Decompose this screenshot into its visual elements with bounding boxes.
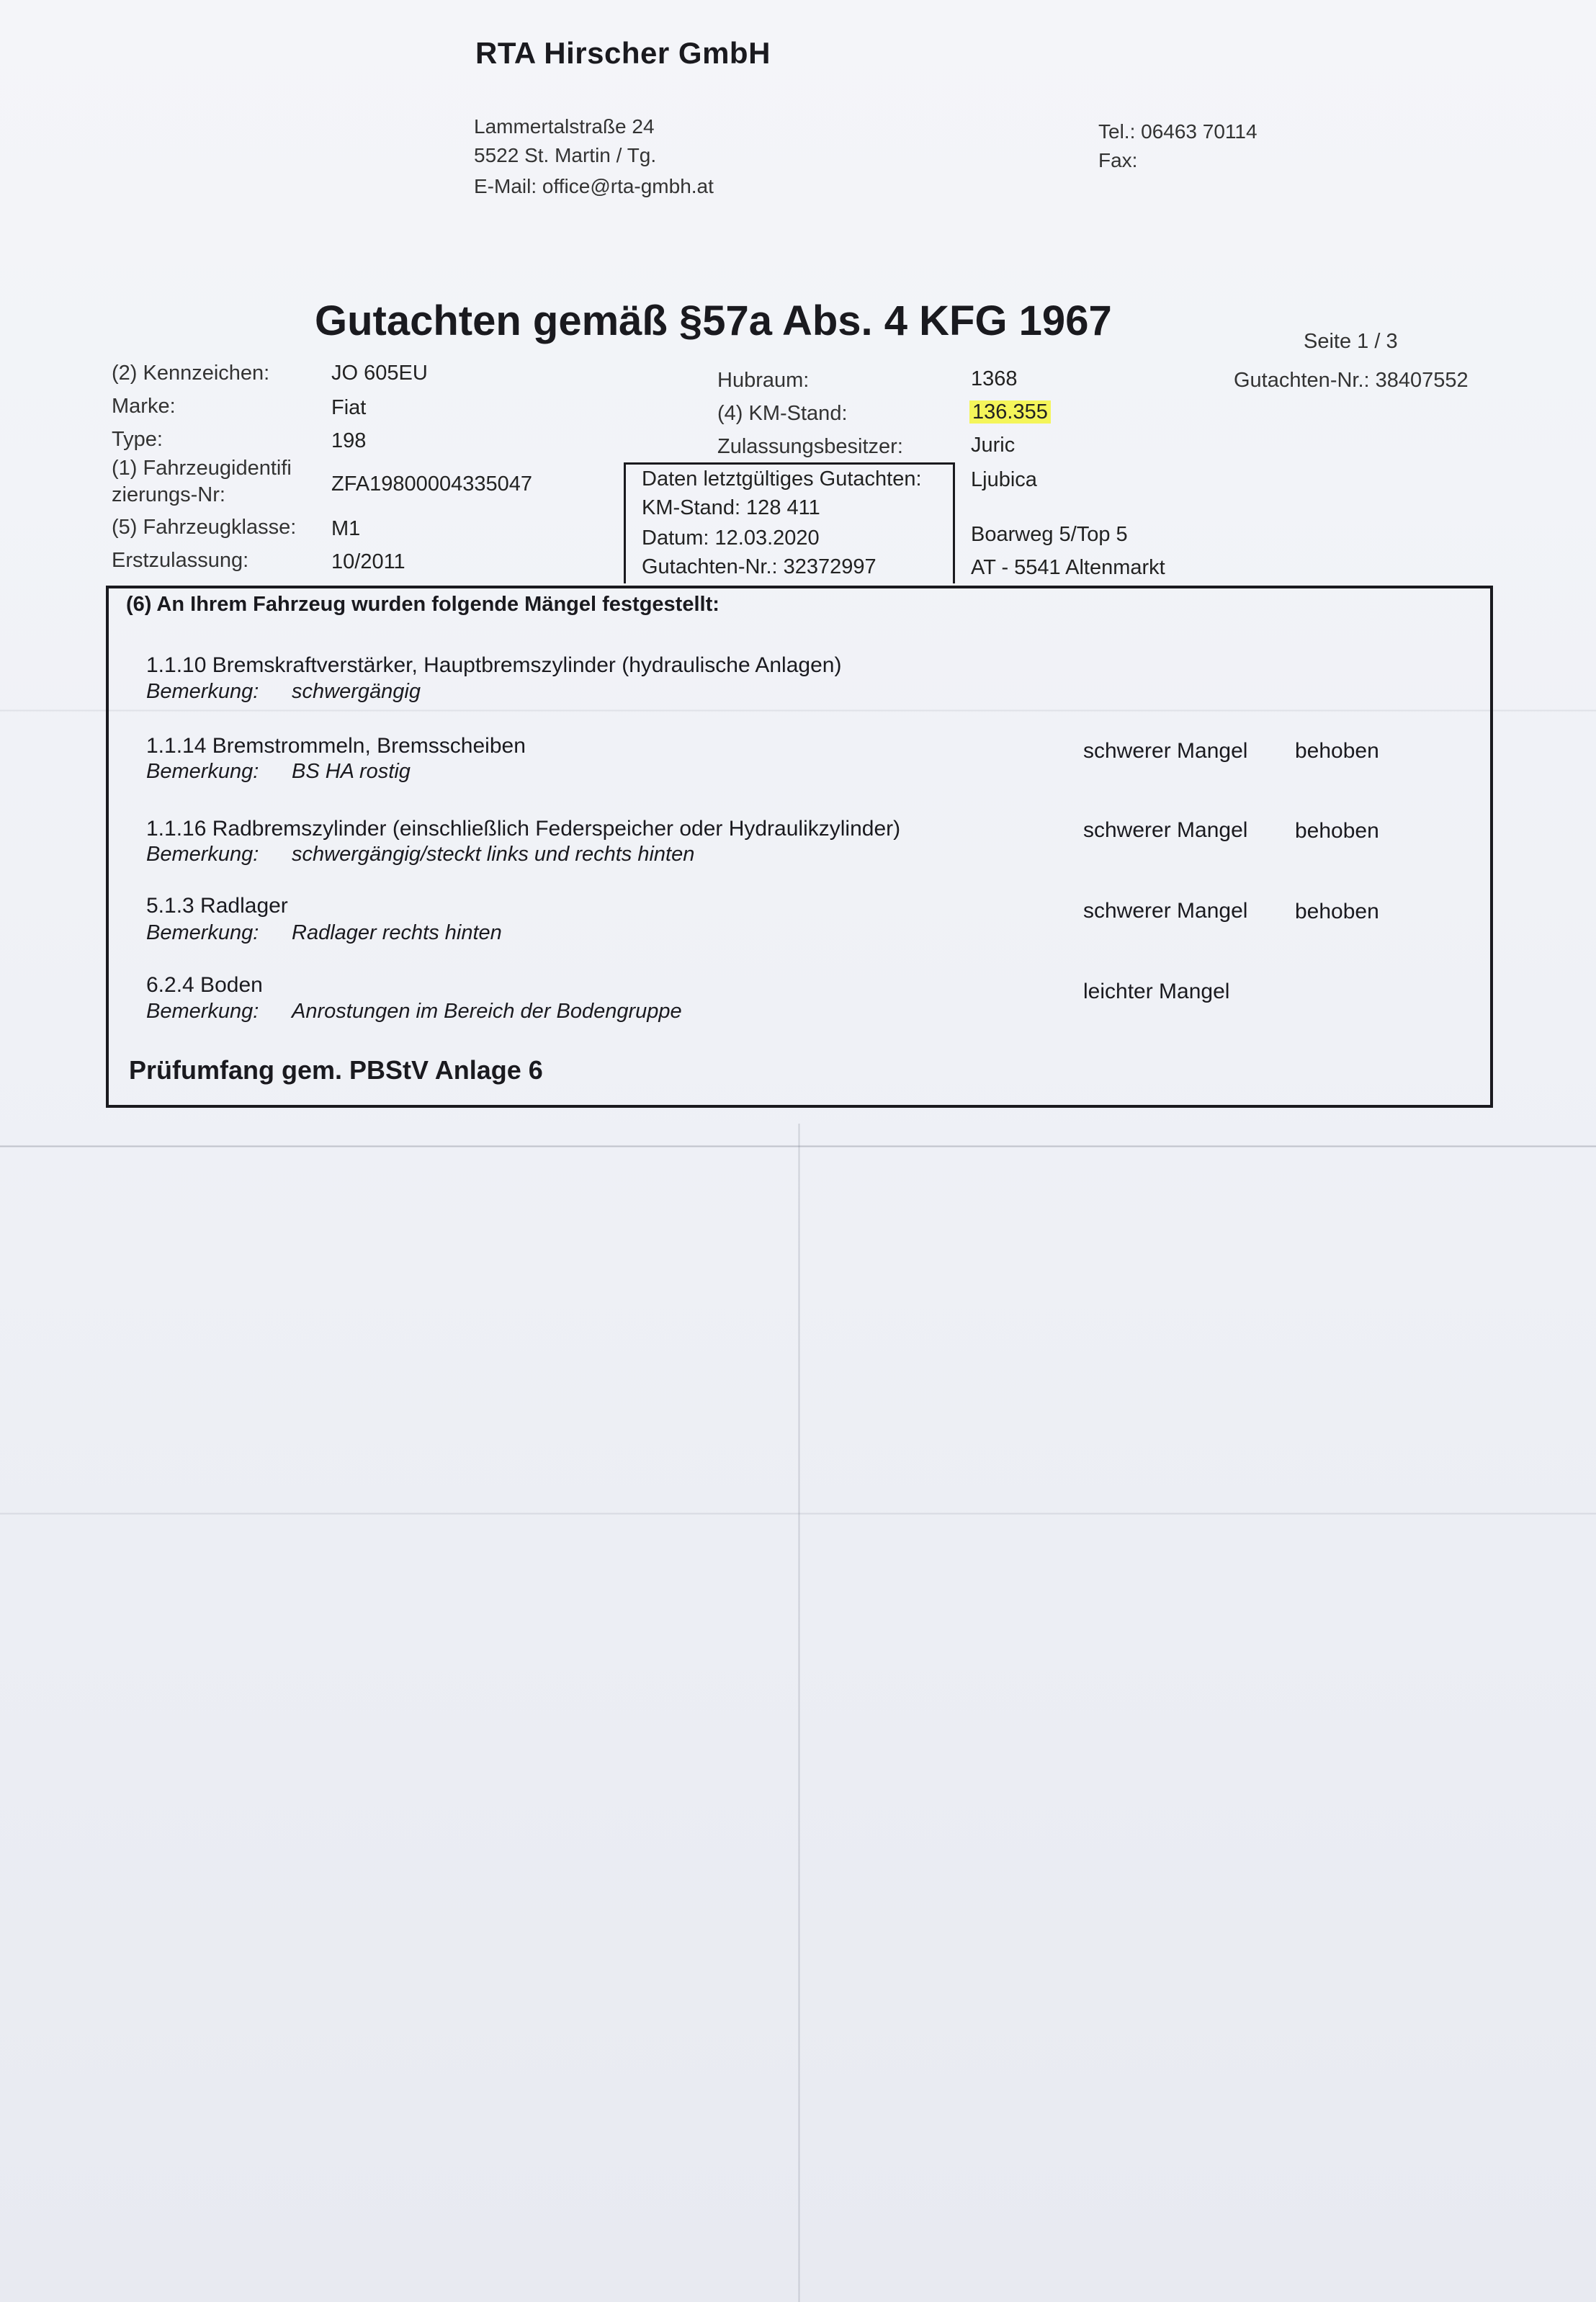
previous-km: KM-Stand: 128 411: [642, 496, 820, 519]
company-city: 5522 St. Martin / Tg.: [474, 144, 657, 166]
previous-report-heading: Daten letztgültiges Gutachten:: [642, 467, 922, 491]
hubraum-value: 1368: [971, 367, 1018, 390]
marke-value: Fiat: [331, 396, 367, 419]
document-title: Gutachten gemäß §57a Abs. 4 KFG 1967: [315, 297, 1112, 344]
report-number: Gutachten-Nr.: 38407552: [1234, 369, 1469, 392]
defect-remark: [146, 680, 421, 704]
marke-label: Marke:: [112, 395, 176, 418]
fin-label-line2: zierungs-Nr:: [112, 483, 225, 506]
company-street: Lammertalstraße 24: [474, 115, 655, 138]
fahrzeugklasse-label: (5) Fahrzeugklasse:: [112, 516, 297, 539]
remark-label: Bemerkung:: [146, 760, 259, 783]
kennzeichen-label: (2) Kennzeichen:: [112, 362, 270, 385]
defect-status: behoben: [1295, 739, 1379, 763]
defect-code: 1.1.10 Bremskraftverstärker, Hauptbremszylinder (hydraulische Anlagen): [146, 653, 842, 677]
fahrzeugklasse-value: M1: [331, 517, 361, 540]
defect-status: behoben: [1295, 900, 1379, 923]
previous-report-number: Gutachten-Nr.: 32372997: [642, 555, 877, 578]
remark-text: Radlager rechts hinten: [292, 921, 502, 944]
company-name: RTA Hirscher GmbH: [475, 36, 771, 70]
hubraum-label: Hubraum:: [717, 369, 810, 392]
defect-code: 1.1.16 Radbremszylinder (einschließlich Federspeicher oder Hydraulikzylinder): [146, 817, 901, 841]
km-stand-label: (4) KM-Stand:: [717, 402, 848, 425]
company-tel: Tel.: 06463 70114: [1098, 120, 1257, 143]
besitzer-label: Zulassungsbesitzer:: [717, 435, 903, 458]
company-fax: Fax:: [1098, 149, 1138, 171]
fin-label-line1: (1) Fahrzeugidentifi: [112, 457, 292, 480]
remark-text: schwergängig/steckt links und rechts hinten: [292, 843, 695, 866]
remark-label: Bemerkung:: [146, 680, 259, 703]
type-value: 198: [331, 429, 367, 452]
defects-title: (6) An Ihrem Fahrzeug wurden folgende Mängel festgestellt:: [126, 593, 719, 616]
defect-severity: schwerer Mangel: [1083, 818, 1248, 842]
remark-label: Bemerkung:: [146, 843, 259, 866]
besitzer-name: Juric: [971, 434, 1016, 457]
previous-date: Datum: 12.03.2020: [642, 527, 820, 550]
fold-crease: [798, 1124, 800, 2302]
erstzulassung-label: Erstzulassung:: [112, 549, 249, 572]
defect-code: 1.1.14 Bremstrommeln, Bremsscheiben: [146, 734, 526, 758]
remark-text: BS HA rostig: [292, 760, 411, 783]
remark-text: Anrostungen im Bereich der Bodengruppe: [292, 1000, 682, 1023]
erstzulassung-value: 10/2011: [331, 550, 405, 573]
fin-value: ZFA19800004335047: [331, 473, 532, 496]
remark-label: Bemerkung:: [146, 921, 259, 944]
defect-code: 5.1.3 Radlager: [146, 894, 288, 918]
besitzer-ort: AT - 5541 Altenmarkt: [971, 556, 1165, 579]
remark-text: schwergängig: [292, 680, 421, 703]
defect-remark: [146, 843, 694, 866]
defects-box: [106, 586, 1493, 1108]
page-number: Seite 1 / 3: [1304, 330, 1398, 353]
km-stand-highlight: 136.355: [969, 400, 1051, 424]
defect-severity: schwerer Mangel: [1083, 899, 1248, 923]
defect-code: 6.2.4 Boden: [146, 973, 263, 997]
defect-remark: [146, 760, 411, 784]
pruefumfang: Prüfumfang gem. PBStV Anlage 6: [129, 1055, 543, 1085]
type-label: Type:: [112, 428, 163, 451]
defect-remark: [146, 921, 502, 945]
remark-label: Bemerkung:: [146, 1000, 259, 1023]
defect-status: behoben: [1295, 819, 1379, 843]
defect-remark: [146, 1000, 682, 1024]
besitzer-vorname: Ljubica: [971, 468, 1037, 491]
company-email: E-Mail: office@rta-gmbh.at: [474, 175, 714, 197]
kennzeichen-value: JO 605EU: [331, 362, 428, 385]
besitzer-strasse: Boarweg 5/Top 5: [971, 523, 1128, 546]
defect-severity: leichter Mangel: [1083, 980, 1230, 1003]
defect-severity: schwerer Mangel: [1083, 739, 1248, 763]
km-stand-value: [969, 400, 1051, 424]
previous-report-box: [624, 462, 955, 583]
